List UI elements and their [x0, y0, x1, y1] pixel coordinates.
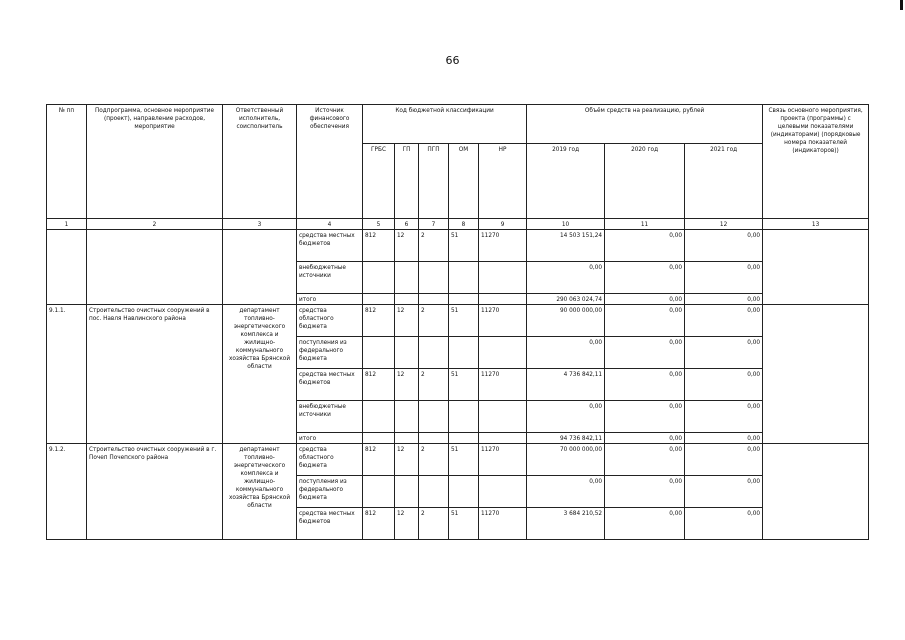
code-nr: 11270 — [479, 444, 527, 476]
code-om: 51 — [449, 230, 479, 262]
amount-2019: 0,00 — [527, 337, 605, 369]
page-number: 66 — [445, 54, 460, 67]
header-amount-group: Объём средств на реализацию, рублей — [527, 105, 763, 144]
cell-link-empty — [763, 305, 869, 444]
cell-link-empty — [763, 230, 869, 305]
header-code-om: ОМ — [449, 144, 479, 219]
code-pgp: 2 — [419, 444, 449, 476]
col-number: 7 — [419, 219, 449, 230]
code-om: 51 — [449, 444, 479, 476]
amount-2020: 0,00 — [605, 508, 685, 540]
header-year-2020: 2020 год — [605, 144, 685, 219]
code-om: 51 — [449, 369, 479, 401]
cell-link-empty — [763, 444, 869, 540]
code-nr: 11270 — [479, 305, 527, 337]
amount-2021: 0,00 — [685, 337, 763, 369]
header-num: № пп — [47, 105, 87, 219]
col-number: 13 — [763, 219, 869, 230]
amount-2019: 90 000 000,00 — [527, 305, 605, 337]
col-number: 2 — [87, 219, 223, 230]
source-label-total: итого — [297, 433, 363, 444]
header-program: Подпрограмма, основное мероприятие (проект), направление расходов, мероприятие — [87, 105, 223, 219]
amount-2020: 0,00 — [605, 230, 685, 262]
col-number: 4 — [297, 219, 363, 230]
col-number: 9 — [479, 219, 527, 230]
source-label: внебюджетные источники — [297, 262, 363, 294]
amount-2019: 4 736 842,11 — [527, 369, 605, 401]
amount-2019: 70 000 000,00 — [527, 444, 605, 476]
cell-num-empty — [47, 230, 87, 305]
source-label: средства местных бюджетов — [297, 508, 363, 540]
budget-table — [46, 104, 869, 540]
total-2021: 0,00 — [685, 294, 763, 305]
total-2020: 0,00 — [605, 433, 685, 444]
code-gp: 12 — [395, 508, 419, 540]
header-code-grbs: ГРБС — [363, 144, 395, 219]
col-number: 12 — [685, 219, 763, 230]
code-nr: 11270 — [479, 230, 527, 262]
total-2020: 0,00 — [605, 294, 685, 305]
code-grbs: 812 — [363, 230, 395, 262]
amount-2020: 0,00 — [605, 476, 685, 508]
item-name: Строительство очистных сооружений в пос. Навля Навлинского района — [87, 305, 223, 444]
source-label: средства местных бюджетов — [297, 369, 363, 401]
source-label: поступления из федерального бюджета — [297, 476, 363, 508]
header-code-nr: НР — [479, 144, 527, 219]
item-executor: департамент топливно-энергетического комплекса и жилищно-коммунального хозяйства Брянской области — [223, 444, 297, 540]
source-label: средства местных бюджетов — [297, 230, 363, 262]
source-label-total: итого — [297, 294, 363, 305]
code-grbs: 812 — [363, 305, 395, 337]
column-number-row — [47, 219, 869, 230]
item-number: 9.1.2. — [47, 444, 87, 540]
item-number: 9.1.1. — [47, 305, 87, 444]
amount-2021: 0,00 — [685, 401, 763, 433]
amount-2021: 0,00 — [685, 262, 763, 294]
code-pgp: 2 — [419, 508, 449, 540]
col-number: 6 — [395, 219, 419, 230]
code-pgp: 2 — [419, 369, 449, 401]
header-code-pgp: ПГП — [419, 144, 449, 219]
amount-2019: 14 503 151,24 — [527, 230, 605, 262]
total-2019: 94 736 842,11 — [527, 433, 605, 444]
amount-2021: 0,00 — [685, 230, 763, 262]
total-2021: 0,00 — [685, 433, 763, 444]
amount-2020: 0,00 — [605, 369, 685, 401]
item-name: Строительство очистных сооружений в г. Почеп Почепского района — [87, 444, 223, 540]
amount-2019: 0,00 — [527, 401, 605, 433]
amount-2021: 0,00 — [685, 476, 763, 508]
amount-2021: 0,00 — [685, 508, 763, 540]
col-number: 1 — [47, 219, 87, 230]
source-label: средства областного бюджета — [297, 305, 363, 337]
amount-2021: 0,00 — [685, 305, 763, 337]
amount-2019: 3 684 210,52 — [527, 508, 605, 540]
cell-executor-empty — [223, 230, 297, 305]
code-om: 51 — [449, 305, 479, 337]
code-om: 51 — [449, 508, 479, 540]
source-label: внебюджетные источники — [297, 401, 363, 433]
source-label: средства областного бюджета — [297, 444, 363, 476]
code-gp: 12 — [395, 444, 419, 476]
table-row-cont-local — [47, 230, 869, 262]
code-gp: 12 — [395, 369, 419, 401]
amount-2021: 0,00 — [685, 369, 763, 401]
header-executor: Ответственный исполнитель, соисполнитель — [223, 105, 297, 219]
amount-2020: 0,00 — [605, 262, 685, 294]
header-row-top — [47, 105, 869, 144]
code-pgp: 2 — [419, 305, 449, 337]
table-row-912-regional — [47, 444, 869, 476]
code-gp: 12 — [395, 230, 419, 262]
amount-2020: 0,00 — [605, 444, 685, 476]
source-label: поступления из федерального бюджета — [297, 337, 363, 369]
col-number: 10 — [527, 219, 605, 230]
header-source: Источник финансового обеспечения — [297, 105, 363, 219]
code-nr: 11270 — [479, 369, 527, 401]
col-number: 11 — [605, 219, 685, 230]
amount-2020: 0,00 — [605, 401, 685, 433]
header-year-2019: 2019 год — [527, 144, 605, 219]
table-row-911-regional — [47, 305, 869, 337]
col-number: 5 — [363, 219, 395, 230]
amount-2021: 0,00 — [685, 444, 763, 476]
amount-2019: 0,00 — [527, 476, 605, 508]
code-nr: 11270 — [479, 508, 527, 540]
amount-2020: 0,00 — [605, 337, 685, 369]
col-number: 3 — [223, 219, 297, 230]
code-pgp: 2 — [419, 230, 449, 262]
header-code-group: Код бюджетной классификации — [363, 105, 527, 144]
total-2019: 290 063 024,74 — [527, 294, 605, 305]
header-code-gp: ГП — [395, 144, 419, 219]
code-grbs: 812 — [363, 508, 395, 540]
code-grbs: 812 — [363, 369, 395, 401]
header-year-2021: 2021 год — [685, 144, 763, 219]
col-number: 8 — [449, 219, 479, 230]
code-gp: 12 — [395, 305, 419, 337]
amount-2020: 0,00 — [605, 305, 685, 337]
amount-2019: 0,00 — [527, 262, 605, 294]
header-link: Связь основного мероприятия, проекта (программы) с целевыми показателями (индикаторами) (порядковые номера показателей (индикаторов)) — [763, 105, 869, 219]
scan-edge-mark — [900, 0, 903, 10]
cell-name-empty — [87, 230, 223, 305]
item-executor: департамент топливно-энергетического комплекса и жилищно-коммунального хозяйства Брянской области — [223, 305, 297, 444]
code-grbs: 812 — [363, 444, 395, 476]
